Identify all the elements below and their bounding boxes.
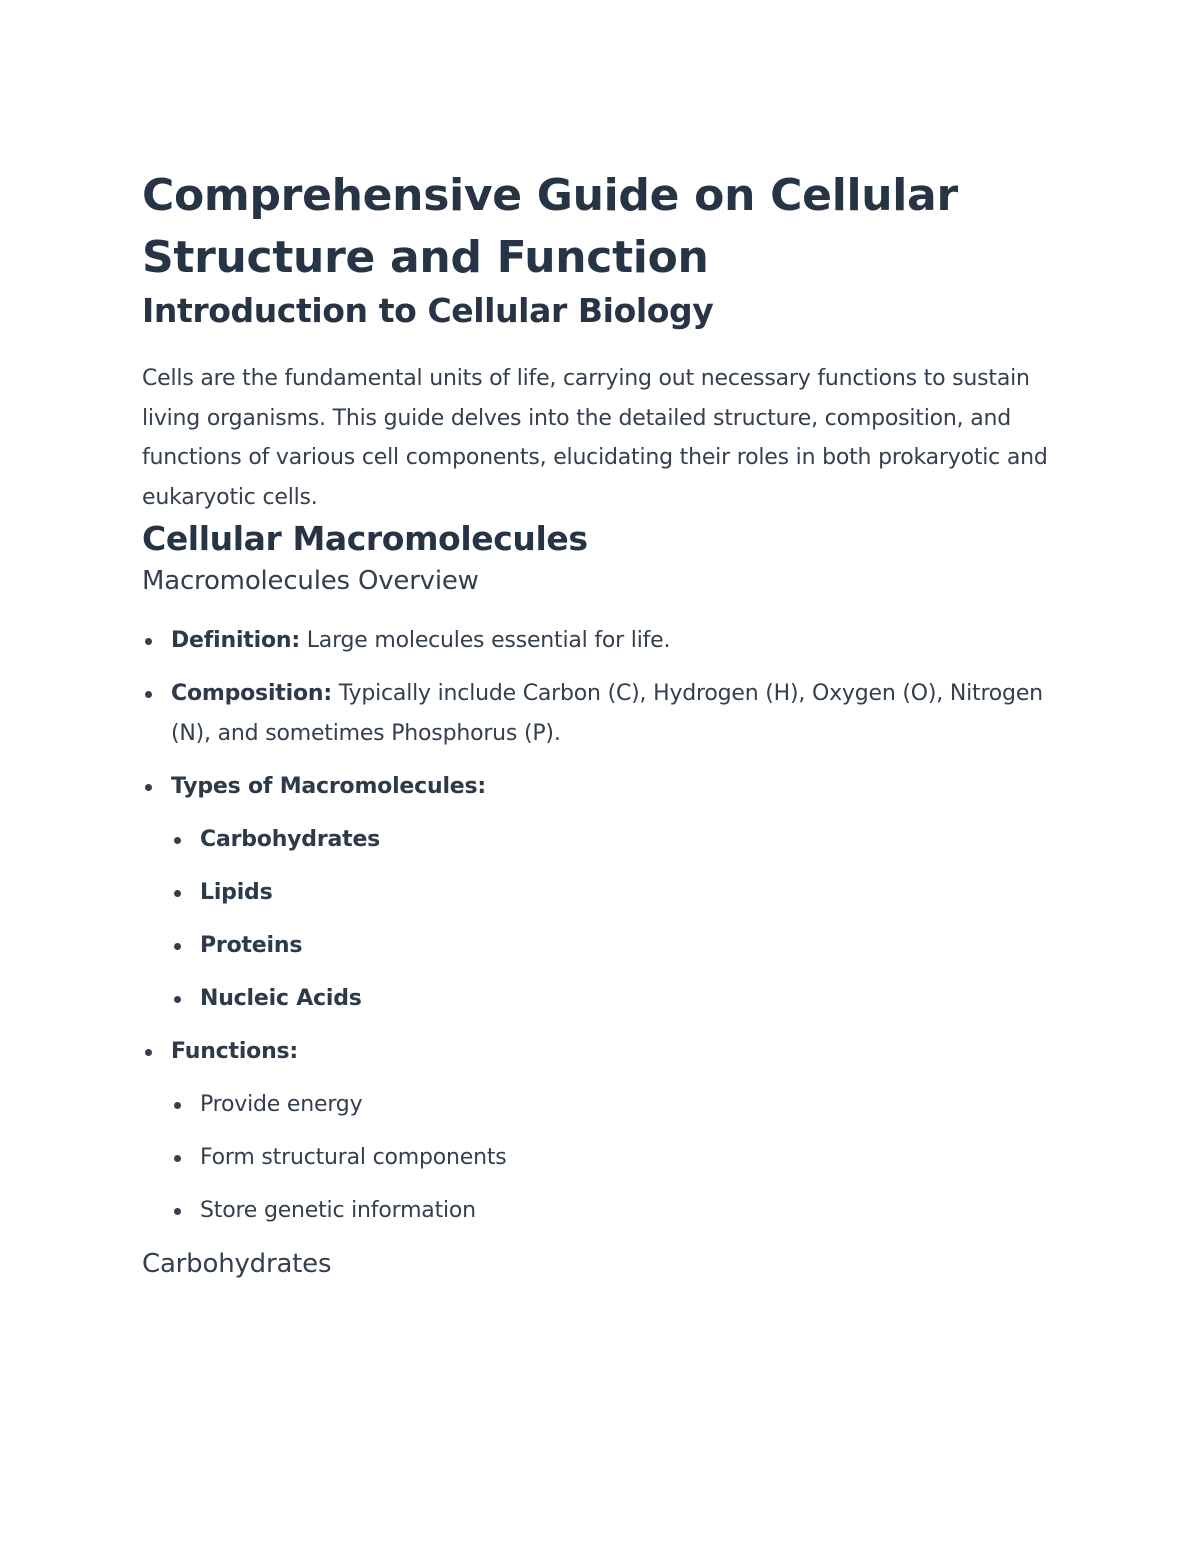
sublist-item bbox=[171, 979, 1072, 1019]
sublist-item bbox=[171, 1191, 1072, 1231]
overview-list bbox=[142, 621, 1072, 1231]
page-title: Comprehensive Guide on Cellular Structure and Function bbox=[142, 170, 958, 283]
definition-label: Definition: bbox=[171, 628, 300, 653]
list-item-definition bbox=[142, 621, 1072, 661]
intro-paragraph: Cells are the fundamental units of life, carrying out necessary functions to sustain living organisms. This guide delves into the detailed structure, composition, and functions of various cell components, elucidating their roles in both prokaryotic and eukaryotic cells. bbox=[142, 366, 1048, 510]
list-item-composition bbox=[142, 674, 1072, 754]
type-lipids: Lipids bbox=[200, 880, 273, 905]
types-label: Types of Macromolecules: bbox=[171, 774, 487, 799]
bullet-icon bbox=[174, 996, 181, 1003]
functions-sublist bbox=[171, 1085, 1072, 1231]
type-nucleic-acids: Nucleic Acids bbox=[200, 986, 362, 1011]
functions-label: Functions: bbox=[171, 1039, 299, 1064]
sublist-item bbox=[171, 820, 1072, 860]
type-carbohydrates: Carbohydrates bbox=[200, 827, 381, 852]
bullet-icon bbox=[145, 638, 152, 645]
sublist-item bbox=[171, 1085, 1072, 1125]
sublist-item bbox=[171, 1138, 1072, 1178]
sublist-item bbox=[171, 873, 1072, 913]
bullet-icon bbox=[174, 837, 181, 844]
bullet-icon bbox=[174, 890, 181, 897]
bullet-icon bbox=[145, 1049, 152, 1056]
bullet-icon bbox=[174, 943, 181, 950]
list-item-functions bbox=[142, 1032, 1072, 1231]
bullet-icon bbox=[145, 784, 152, 791]
intro-heading: Introduction to Cellular Biology bbox=[142, 291, 714, 330]
sublist-item bbox=[171, 926, 1072, 966]
bullet-icon bbox=[174, 1102, 181, 1109]
definition-text: Large molecules essential for life. bbox=[299, 628, 671, 653]
bullet-icon bbox=[174, 1208, 181, 1215]
types-sublist bbox=[171, 820, 1072, 1019]
carbohydrates-heading: Carbohydrates bbox=[142, 1249, 332, 1279]
document-page bbox=[142, 165, 1072, 1284]
type-proteins: Proteins bbox=[200, 933, 303, 958]
macromolecules-heading: Cellular Macromolecules bbox=[142, 519, 588, 558]
composition-label: Composition: bbox=[171, 681, 332, 706]
function-structural: Form structural components bbox=[200, 1145, 507, 1170]
list-item-types bbox=[142, 767, 1072, 1019]
function-genetic: Store genetic information bbox=[200, 1198, 476, 1223]
bullet-icon bbox=[174, 1155, 181, 1162]
overview-heading: Macromolecules Overview bbox=[142, 566, 479, 596]
bullet-icon bbox=[145, 691, 152, 698]
composition-text: Typically include Carbon (C), Hydrogen (H), Oxygen (O), Nitrogen (N), and sometimes Phosphorus (P). bbox=[171, 681, 1043, 746]
function-energy: Provide energy bbox=[200, 1092, 363, 1117]
